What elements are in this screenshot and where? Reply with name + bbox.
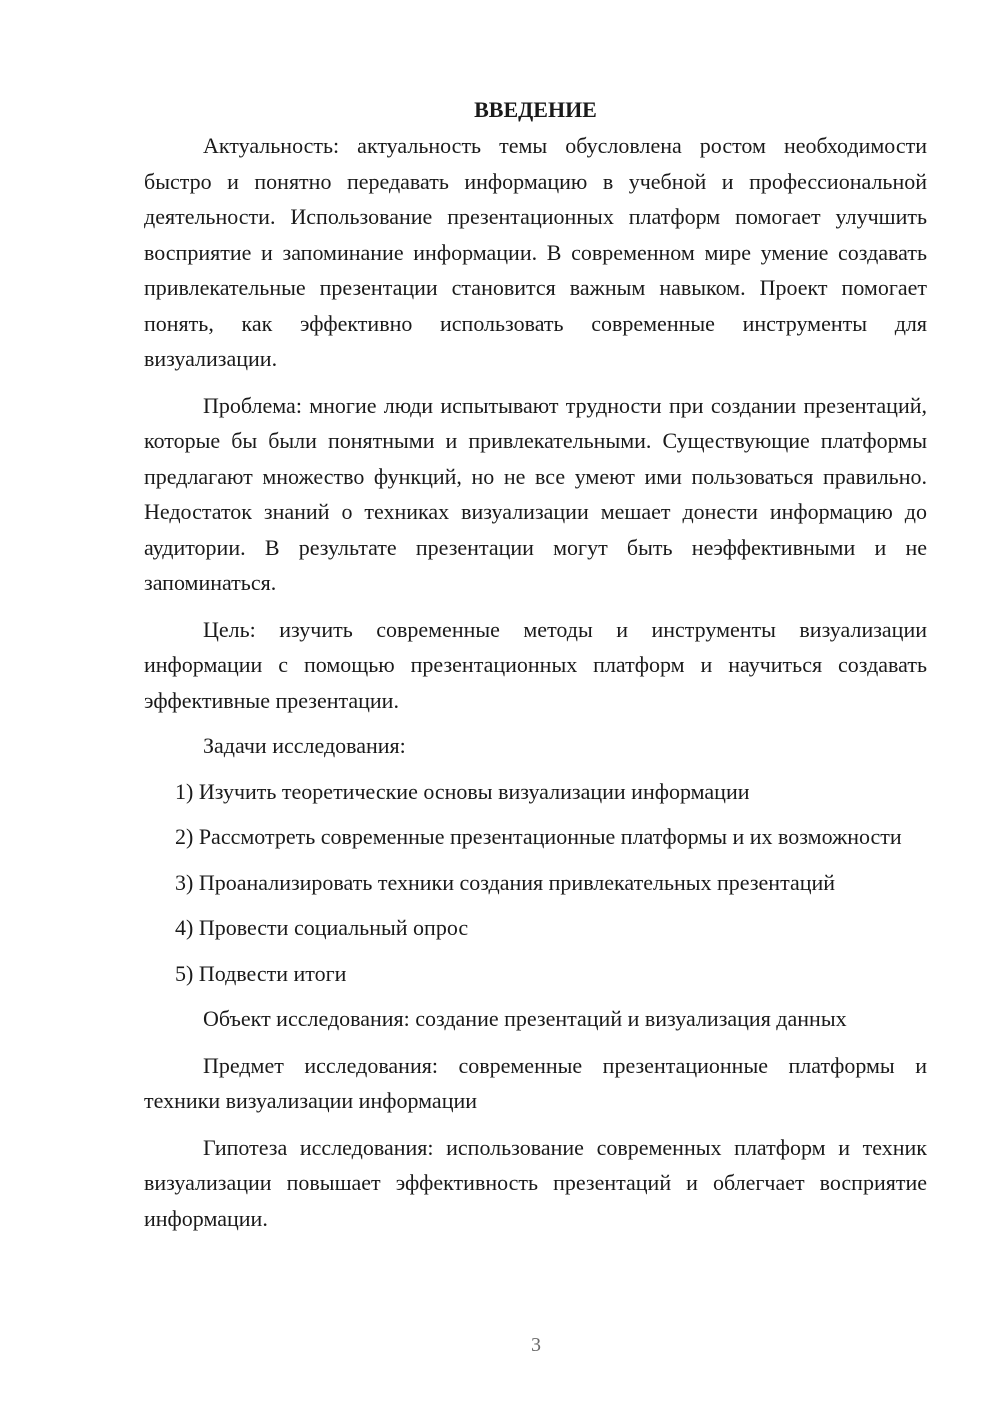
task-item-2: 2) Рассмотреть современные презентационные платформы и их возможности bbox=[175, 824, 902, 849]
hypothesis-paragraph: Гипотеза исследования: использование современных платформ и техник визуализации повышает эффективность презентаций и облегчает восприятие информации. bbox=[144, 1134, 927, 1231]
section-heading: ВВЕДЕНИЕ bbox=[474, 97, 597, 122]
object-paragraph: Объект исследования: создание презентаций и визуализация данных bbox=[203, 1006, 847, 1031]
problem-paragraph: Проблема: многие люди испытывают трудности при создании презентаций, которые бы были понятными и привлекательными. Существующие платформы предлагают множество функций, но не все умеют ими пользоваться правильно. Недостаток знаний о техниках визуализации мешает донести информацию до аудитории. В результате презентации могут быть неэффективными и не запоминаться. bbox=[144, 392, 927, 595]
goal-paragraph: Цель: изучить современные методы и инструменты визуализации информации с помощью презентационных платформ и научиться создавать эффективные презентации. bbox=[144, 616, 927, 713]
task-item-5: 5) Подвести итоги bbox=[175, 960, 347, 986]
page-content bbox=[144, 93, 927, 1236]
task-item-3: 3) Проанализировать техники создания привлекательных презентаций bbox=[175, 869, 836, 895]
tasks-heading: Задачи исследования: bbox=[203, 733, 406, 758]
relevance-paragraph: Актуальность: актуальность темы обусловлена ростом необходимости быстро и понятно передавать информацию в учебной и профессиональной деятельности. Использование презентационных платформ помогает улучшить восприятие и запоминание информации. В современном мире умение создавать привлекательные презентации становится важным навыком. Проект помогает понять, как эффективно использовать современные инструменты для визуализации. bbox=[144, 133, 927, 371]
subject-paragraph: Предмет исследования: современные презентационные платформы и техники визуализации информации bbox=[144, 1052, 927, 1113]
task-item-1: 1) Изучить теоретические основы визуализации информации bbox=[175, 778, 750, 804]
page-number: 3 bbox=[531, 1334, 541, 1356]
task-item-4: 4) Провести социальный опрос bbox=[175, 915, 469, 940]
